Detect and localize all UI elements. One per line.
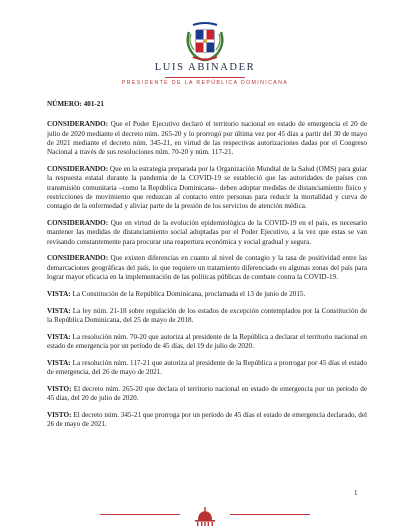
paragraph-text: El decreto núm. 345-21 que prorroga por un período de 45 días el estado de emergencia declarado, del 26 de mayo de 2021. — [47, 410, 367, 429]
vista-paragraph-1 — [47, 290, 367, 299]
paragraph-keyword: CONSIDERANDO: — [47, 254, 109, 263]
paragraph-text: La resolución núm. 70-20 que autoriza al presidente de la República a declarar el territorio nacional en estado de emergencia por un período de 45 días, del 19 de julio de 2020. — [47, 332, 367, 350]
footer-divider-left — [100, 514, 180, 515]
paragraph-text: Que en la estrategia preparada por la Organización Mundial de la Salud (OMS) para guiar la respuesta estatal durante la pandemia de la COVID-19 se estableció que las autoridades de países con transmisión comunitaria –como la República Dominicana– deben adoptar medidas de distanciamiento físico y restricciones de movimiento que reduzcan al contacto entre personas para reducir la mortalidad y curva de contagio de la enfermedad y aliviar parte de la presión de los servicios de atención médica. — [47, 164, 367, 211]
considerando-paragraph-2 — [47, 165, 367, 211]
visto-paragraph-2 — [47, 411, 367, 430]
paragraph-keyword: VISTO: — [47, 410, 72, 419]
decree-number: NÚMERO: 401-21 — [47, 100, 104, 108]
paragraph-keyword: CONSIDERANDO: — [47, 164, 109, 173]
footer-divider-right — [230, 514, 310, 515]
page-number: 1 — [354, 489, 358, 497]
paragraph-keyword: VISTO: — [47, 384, 72, 393]
coat-of-arms-icon — [183, 22, 227, 62]
paragraph-keyword: VISTA: — [47, 289, 71, 298]
paragraph-text: La ley núm. 21-18 sobre regulación de los estados de excepción contemplados por la Constitución de la República Dominicana, del 25 de mayo de 2018. — [47, 306, 367, 324]
palace-dome-icon — [192, 505, 218, 527]
document-body — [47, 100, 367, 437]
header-subtitle: PRESIDENTE DE LA REPÚBLICA DOMINICANA — [121, 80, 289, 86]
vista-paragraph-3 — [47, 333, 367, 352]
paragraph-text: Que en virtud de la evolución epidemiológica de la COVID-19 en el país, es necesario mantener las medidas de distanciamiento social adoptadas por el Poder Ejecutivo, a la vez que estas se van revisando constantemente para procurar una reapertura económica y social gradual y segura. — [47, 218, 367, 246]
considerando-paragraph-1 — [47, 120, 367, 157]
paragraph-text: La Constitución de la República Dominicana, proclamada el 13 de junio de 2015. — [70, 289, 306, 298]
paragraph-text: El decreto núm. 265-20 que declara el territorio nacional en estado de emergencia por un período de 45 días, del 20 de julio de 2020. — [47, 384, 367, 403]
paragraph-keyword: CONSIDERANDO: — [47, 218, 109, 227]
visto-paragraph-1 — [47, 385, 367, 404]
paragraph-text: Que el Poder Ejecutivo declaró el territorio nacional en estado de emergencia el 20 de julio de 2020 mediante el decreto núm. 265-20 y lo prorrogó por última vez por 45 días a partir del 30 de mayo de 2021 mediante el decreto núm. 345-21, en virtud de las respectivas autorizaciones dadas por el Congreso Nacional a través de sus resoluciones núm. 70-20 y núm. 117-21. — [47, 120, 367, 157]
paragraph-keyword: VISTA: — [47, 358, 71, 367]
vista-paragraph-2 — [47, 307, 367, 326]
header-divider — [165, 77, 245, 78]
paragraph-keyword: CONSIDERANDO: — [47, 120, 109, 129]
considerando-paragraph-4 — [47, 254, 367, 282]
vista-paragraph-4 — [47, 359, 367, 378]
paragraph-keyword: VISTA: — [47, 306, 71, 315]
paragraph-keyword: VISTA: — [47, 332, 71, 341]
header-name: LUIS ABINADER — [154, 62, 256, 73]
paragraph-text: Que existen diferencias en cuanto al nivel de contagio y la tasa de positividad entre las demarcaciones geográficas del país, lo que requiere un tratamiento diferenciado en algunas zonas del país para lograr mayor eficacia en la implementación de las políticas públicas de combate contra la COVID-19. — [47, 254, 367, 281]
paragraph-text: La resolución núm. 117-21 que autoriza al presidente de la República a prorrogar por 45 días el estado de emergencia, del 26 de mayo de 2021. — [47, 358, 367, 377]
considerando-paragraph-3 — [47, 219, 367, 247]
